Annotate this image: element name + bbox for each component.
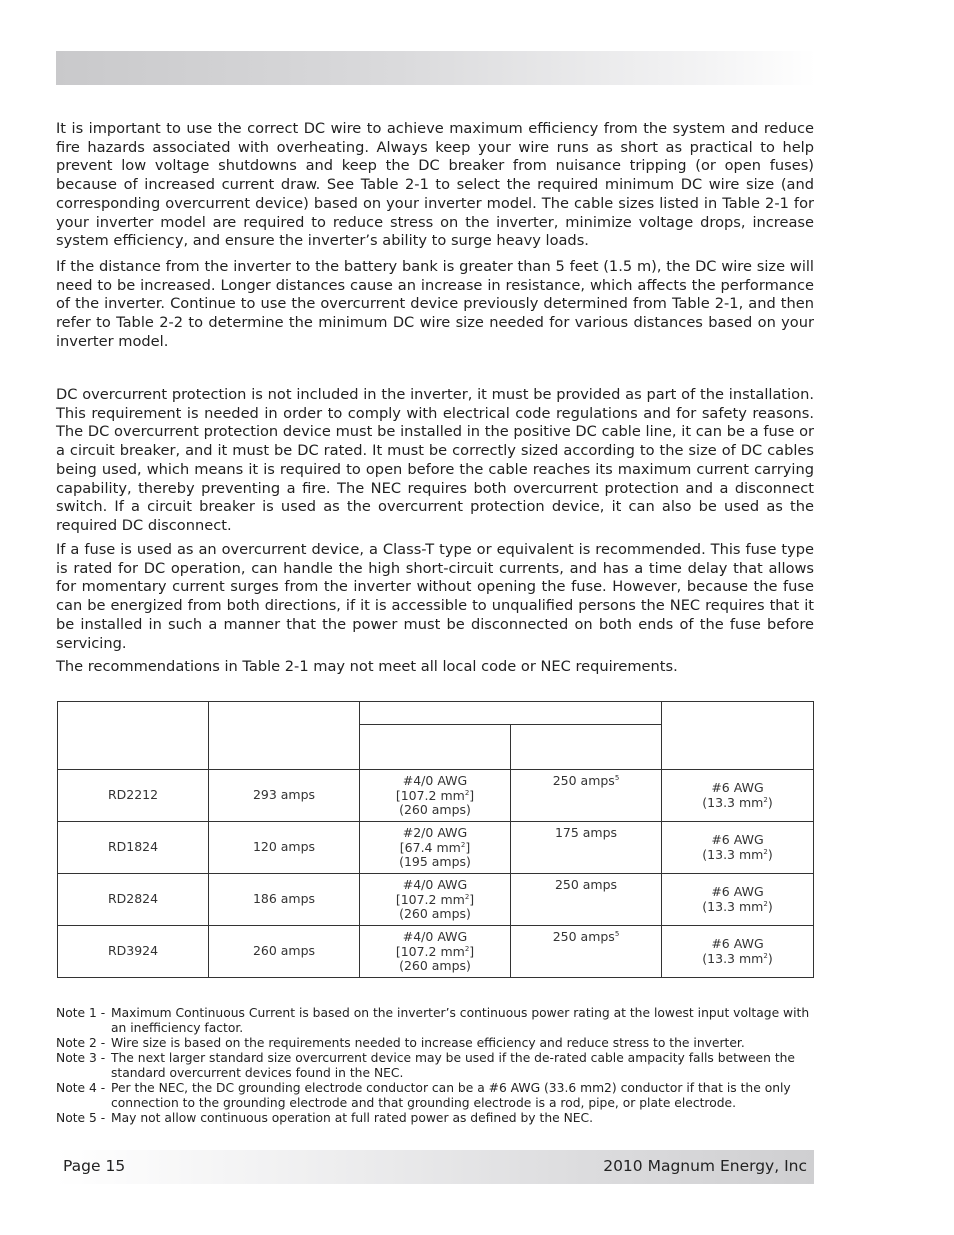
wire-area: [107.2 $mm^2$] xyxy=(395,787,475,803)
paragraph-dc-wire-sizing: It is important to use the correct DC wire to achieve maximum efficiency from the system and reduce fire hazards associated with overheating. Always keep your wire runs as short as practical to help prevent low voltage shutdowns and keep the DC breaker from nuisance tripping (or open fuses) because of increased current draw. See Table 2-1 to select the required minimum DC wire size (and corresponding overcurrent device) based on your inverter model. The cable sizes listed in Table 2-1 for your inverter model are required to reduce stress on the inverter, minimize voltage drops, increase system efficiency, and ensure the inverter’s ability to surge heavy loads. xyxy=(56,120,814,250)
table-row xyxy=(58,874,814,926)
ground-size: #6 AWG xyxy=(711,884,764,899)
note-3: Note 3 - The next larger standard size overcurrent device may be used if the de-rated cable ampacity falls between the standard overcurrent devices found in the NEC. xyxy=(56,1051,795,1080)
model-cell: RD3924 xyxy=(58,926,209,978)
wire-ampacity: (260 amps) xyxy=(399,958,471,973)
wire-size: #4/0 AWG xyxy=(402,877,468,892)
ground-area: (13.3 $mm^2$) xyxy=(702,950,773,966)
current-cell: 293 amps xyxy=(209,770,360,822)
device-cell: 250 amps xyxy=(511,874,662,926)
ground-cell xyxy=(662,822,814,874)
wire-size: #4/0 AWG xyxy=(402,929,468,944)
table-row xyxy=(58,822,814,874)
table-notes xyxy=(56,1006,816,1126)
table-header-row xyxy=(58,702,814,725)
paragraph-overcurrent: DC overcurrent protection is not included in the inverter, it must be provided as part of the installation. This requirement is needed in order to comply with electrical code regulations and for safety reasons. The DC overcurrent protection device must be installed in the positive DC cable line, it can be a fuse or a circuit breaker, and it must be DC rated. It must be correctly sized according to the size of DC cables being used, which means it is required to open before the cable reaches its maximum current carrying capability, thereby preventing a fire. The NEC requires both overcurrent protection and a disconnect switch. If a circuit breaker is used as the overcurrent protection device, it can also be used as the required DC disconnect. xyxy=(56,386,814,534)
note-5: Note 5 - May not allow continuous operation at full rated power as defined by the NEC. xyxy=(56,1111,594,1125)
wire-ampacity: (260 amps) xyxy=(399,802,471,817)
paragraph-distance: If the distance from the inverter to the battery bank is greater than 5 feet (1.5 m), the DC wire size will need to be increased. Longer distances cause an increase in resistance, which affects the performance of the inverter. Continue to use the overcurrent device previously determined from Table 2-1, and then refer to Table 2-2 to determine the minimum DC wire size needed for various distances based on your inverter model. xyxy=(56,258,814,350)
wire-cell xyxy=(360,874,511,926)
ground-area: (13.3 $mm^2$) xyxy=(702,794,773,810)
header-cell-device xyxy=(511,725,662,770)
wire-cell xyxy=(360,822,511,874)
ground-area: (13.3 $mm^2$) xyxy=(702,846,773,862)
wire-ampacity: (195 amps) xyxy=(399,854,471,869)
model-cell: RD2824 xyxy=(58,874,209,926)
header-band xyxy=(56,51,816,85)
table-row xyxy=(58,926,814,978)
paragraph-fuse: If a fuse is used as an overcurrent device, a Class-T type or equivalent is recommended. This fuse type is rated for DC operation, can handle the high short-circuit currents, and has a time delay that allows for momentary current surges from the inverter without opening the fuse. However, because the fuse can be energized from both directions, if it is accessible to unqualified persons the NEC requires that it be installed in such a manner that the power must be disconnected on both ends of the fuse before servicing. xyxy=(56,541,814,652)
footer-copyright: 2010 Magnum Energy, Inc xyxy=(603,1157,807,1175)
table-2-1 xyxy=(57,701,814,978)
current-cell: 186 amps xyxy=(209,874,360,926)
note-2: Note 2 - Wire size is based on the requirements needed to increase efficiency and reduce stress to the inverter. xyxy=(56,1036,745,1050)
model-cell: RD2212 xyxy=(58,770,209,822)
wire-size: #4/0 AWG xyxy=(402,773,468,788)
wire-cell xyxy=(360,926,511,978)
header-cell-wire-group xyxy=(360,702,662,725)
wire-area: [67.4 $mm^2$] xyxy=(399,839,471,855)
device-cell: 250 amps$^5$ xyxy=(511,926,662,978)
wire-size: #2/0 AWG xyxy=(402,825,468,840)
ground-size: #6 AWG xyxy=(711,832,764,847)
model-cell: RD1824 xyxy=(58,822,209,874)
paragraph-recommendations: The recommendations in Table 2-1 may not meet all local code or NEC requirements. xyxy=(56,658,678,675)
device-cell: 250 amps$^5$ xyxy=(511,770,662,822)
header-cell-ground xyxy=(662,702,814,770)
wire-area: [107.2 $mm^2$] xyxy=(395,891,475,907)
ground-size: #6 AWG xyxy=(711,780,764,795)
page-number: Page 15 xyxy=(63,1157,126,1175)
device-cell: 175 amps xyxy=(511,822,662,874)
header-cell-wire xyxy=(360,725,511,770)
current-cell: 260 amps xyxy=(209,926,360,978)
header-cell-current xyxy=(209,702,360,770)
ground-cell xyxy=(662,874,814,926)
ground-area: (13.3 $mm^2$) xyxy=(702,898,773,914)
ground-cell xyxy=(662,926,814,978)
wire-cell xyxy=(360,770,511,822)
ground-size: #6 AWG xyxy=(711,936,764,951)
header-cell-model xyxy=(58,702,209,770)
wire-area: [107.2 $mm^2$] xyxy=(395,943,475,959)
wire-ampacity: (260 amps) xyxy=(399,906,471,921)
note-4: Note 4 - Per the NEC, the DC grounding electrode conductor can be a #6 AWG (33.6 mm2) conductor if that is the only connection to the grounding electrode and that grounding electrode is a rod, pipe, or plate electrode. xyxy=(56,1081,791,1110)
note-1: Note 1 - Maximum Continuous Current is based on the inverter’s continuous power rating at the lowest input voltage with an inefficiency factor. xyxy=(56,1006,810,1035)
ground-cell xyxy=(662,770,814,822)
current-cell: 120 amps xyxy=(209,822,360,874)
table-row xyxy=(58,770,814,822)
